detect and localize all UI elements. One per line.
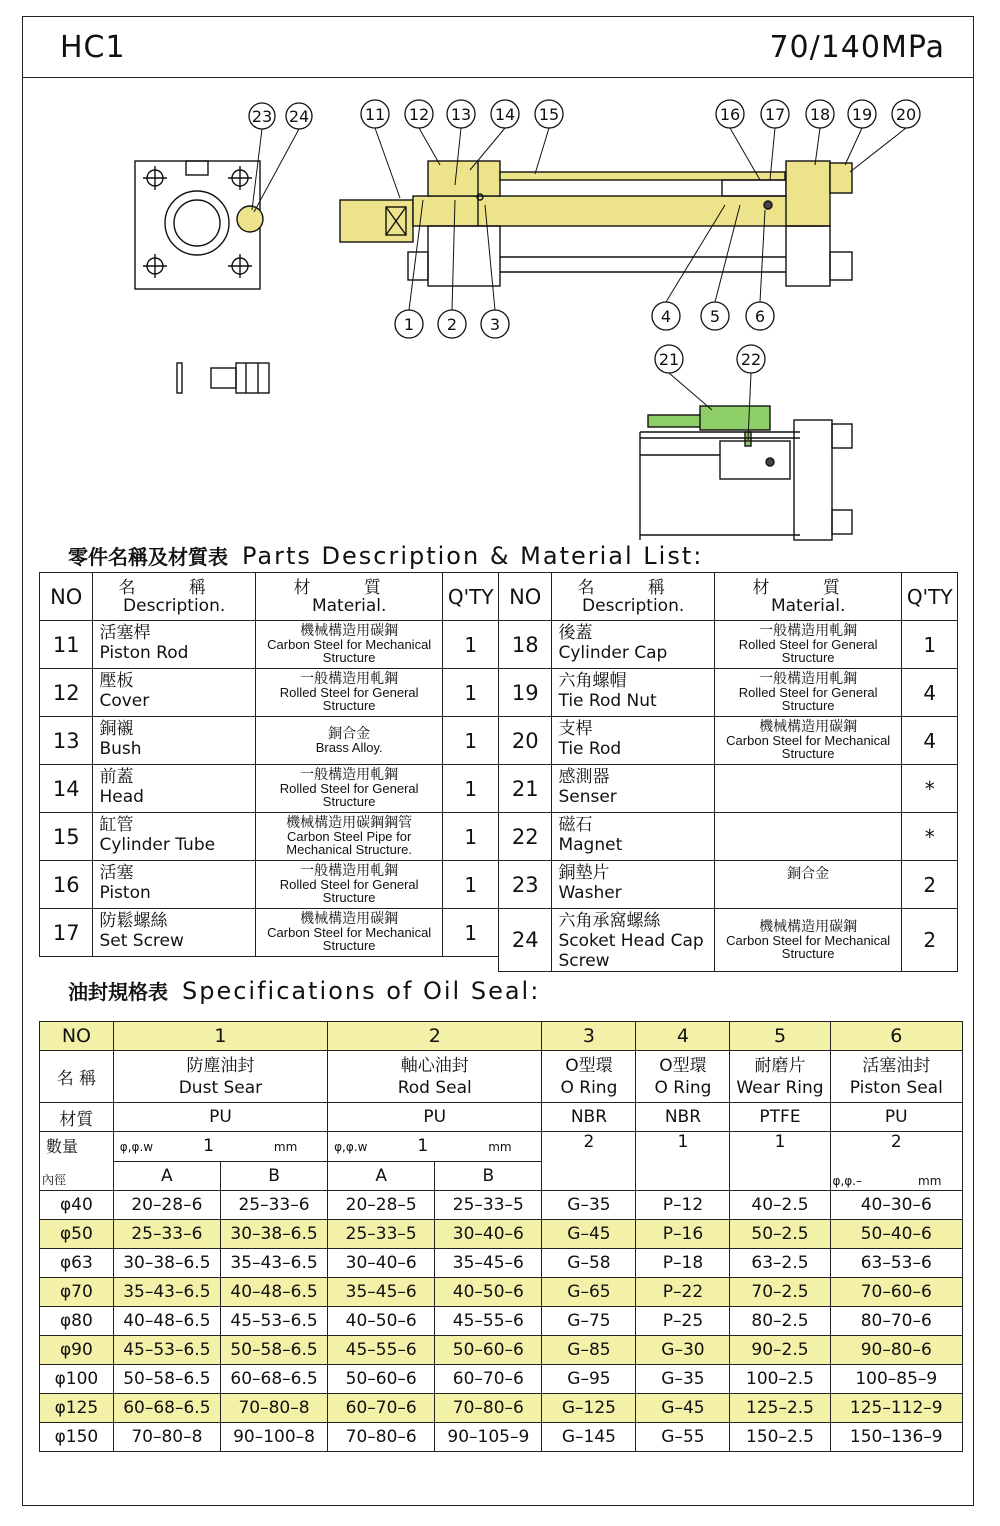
seal-cell-wr: 70–2.5	[730, 1278, 830, 1307]
part-material: 一般構造用軋鋼 Rolled Steel for General Structure	[714, 621, 902, 669]
seal-cell-d1a: 25–33–6	[113, 1220, 220, 1249]
seal-cell-o2: G–35	[636, 1365, 730, 1394]
seal-cell-d1a: 20–28–6	[113, 1191, 220, 1220]
seal-cell-d2b: 40–50–6	[435, 1278, 542, 1307]
part-description: 支桿 Tie Rod	[552, 717, 714, 765]
seal-qty-2: φ,φ.w 1 mm	[328, 1132, 542, 1162]
seal-cell-d1a: 30–38–6.5	[113, 1249, 220, 1278]
col-qty: Q'TY	[443, 573, 499, 621]
svg-text:12: 12	[408, 105, 430, 124]
seal-cell-wr: 150–2.5	[730, 1423, 830, 1452]
part-qty: 1	[443, 861, 499, 909]
seal-col-no: NO	[40, 1022, 114, 1051]
seal-cell-o1: G–45	[542, 1220, 636, 1249]
callout-20	[892, 100, 920, 128]
svg-text:23: 23	[251, 107, 273, 126]
part-no: 19	[499, 669, 552, 717]
seal-sub-b: B	[220, 1161, 327, 1191]
part-no: 13	[40, 717, 93, 765]
svg-text:3: 3	[489, 315, 501, 334]
seal-cell-d1b: 90–100–8	[220, 1423, 327, 1452]
seal-cell-d1b: 35–43–6.5	[220, 1249, 327, 1278]
part-material: 一般構造用軋鋼 Rolled Steel for General Structure	[255, 861, 443, 909]
part-qty: *	[902, 765, 958, 813]
seal-table	[39, 1021, 963, 1452]
svg-text:11: 11	[364, 105, 386, 124]
seal-cell-ps: 80–70–6	[830, 1307, 962, 1336]
seal-cell-d1b: 30–38–6.5	[220, 1220, 327, 1249]
part-qty: 4	[902, 717, 958, 765]
svg-text:24: 24	[288, 107, 310, 126]
part-row	[499, 669, 958, 717]
seal-cell-bore: φ150	[40, 1423, 114, 1452]
seal-material-5: PTFE	[730, 1103, 830, 1132]
part-row	[499, 861, 958, 909]
callout-12	[405, 100, 433, 128]
seal-cell-ps: 40–30–6	[830, 1191, 962, 1220]
svg-text:2: 2	[446, 315, 458, 334]
seal-cell-d1b: 40–48–6.5	[220, 1278, 327, 1307]
callout-15	[535, 100, 563, 128]
part-row	[40, 909, 499, 957]
svg-text:20: 20	[895, 105, 917, 124]
seal-material-3: NBR	[542, 1103, 636, 1132]
seal-name-1: 防塵油封 Dust Sear	[113, 1051, 327, 1103]
part-qty: 1	[443, 813, 499, 861]
seal-material-2: PU	[328, 1103, 542, 1132]
seal-cell-o2: P–18	[636, 1249, 730, 1278]
seal-cell-bore: φ100	[40, 1365, 114, 1394]
part-material: 一般構造用軋鋼 Rolled Steel for General Structure	[255, 765, 443, 813]
part-no: 18	[499, 621, 552, 669]
seal-sub-a: A	[113, 1161, 220, 1191]
part-no: 21	[499, 765, 552, 813]
seal-cell-bore: φ40	[40, 1191, 114, 1220]
seal-cell-d1a: 40–48–6.5	[113, 1307, 220, 1336]
part-description: 壓板 Cover	[93, 669, 255, 717]
seal-cell-ps: 50–40–6	[830, 1220, 962, 1249]
part-description: 銅襯 Bush	[93, 717, 255, 765]
seal-cell-d2a: 25–33–5	[328, 1220, 435, 1249]
part-description: 六角螺帽 Tie Rod Nut	[552, 669, 714, 717]
head-cover	[428, 161, 500, 196]
part-row	[499, 621, 958, 669]
seal-row	[40, 1394, 963, 1423]
part-description: 磁石 Magnet	[552, 813, 714, 861]
seal-row	[40, 1336, 963, 1365]
part-material	[714, 813, 902, 861]
seal-cell-d1b: 60–68–6.5	[220, 1365, 327, 1394]
seal-cell-d1a: 70–80–8	[113, 1423, 220, 1452]
part-material: 一般構造用軋鋼 Rolled Steel for General Structure	[255, 669, 443, 717]
seal-cell-bore: φ70	[40, 1278, 114, 1307]
part-row	[40, 861, 499, 909]
seal-cell-o1: G–75	[542, 1307, 636, 1336]
part-row	[40, 765, 499, 813]
callout-19	[848, 100, 876, 128]
seal-name-label: 名 稱	[40, 1051, 114, 1103]
seal-cell-o1: G–65	[542, 1278, 636, 1307]
col-material: 材 質 Material.	[714, 573, 902, 621]
sensor-body	[700, 406, 770, 430]
seal-cell-d1a: 45–53–6.5	[113, 1336, 220, 1365]
seal-cell-ps: 150–136–9	[830, 1423, 962, 1452]
seal-cell-d1a: 50–58–6.5	[113, 1365, 220, 1394]
part-qty: 4	[902, 669, 958, 717]
seal-cell-o2: G–45	[636, 1394, 730, 1423]
seal-cell-d2b: 35–45–6	[435, 1249, 542, 1278]
seal-cell-o1: G–85	[542, 1336, 636, 1365]
part-material	[714, 765, 902, 813]
seal-cell-d2b: 90–105–9	[435, 1423, 542, 1452]
seal-cell-ps: 63–53–6	[830, 1249, 962, 1278]
callout-11	[361, 100, 389, 128]
seal-row	[40, 1278, 963, 1307]
parts-table-left	[39, 572, 499, 957]
seal-cell-ps: 125–112–9	[830, 1394, 962, 1423]
callout-17	[761, 100, 789, 128]
part-row	[499, 717, 958, 765]
seal-cell-d2a: 50–60–6	[328, 1365, 435, 1394]
part-description: 後蓋 Cylinder Cap	[552, 621, 714, 669]
seal-material-4: NBR	[636, 1103, 730, 1132]
callout-23	[249, 103, 275, 129]
seal-name-5: 耐磨片 Wear Ring	[730, 1051, 830, 1103]
part-qty: 1	[443, 765, 499, 813]
part-material: 機械構造用碳鋼 Carbon Steel for Mechanical Structure	[714, 909, 902, 972]
seal-qty-1: φ,φ.w 1 mm	[113, 1132, 327, 1162]
callout-6	[746, 302, 774, 330]
seal-col-2: 2	[328, 1022, 542, 1051]
seal-cell-d2a: 20–28–5	[328, 1191, 435, 1220]
seal-cell-d2b: 50–60–6	[435, 1336, 542, 1365]
part-row	[40, 717, 499, 765]
seal-cell-wr: 80–2.5	[730, 1307, 830, 1336]
seal-name-4: O型環 O Ring	[636, 1051, 730, 1103]
callout-18	[806, 100, 834, 128]
seal-cell-d2a: 40–50–6	[328, 1307, 435, 1336]
seal-cell-wr: 100–2.5	[730, 1365, 830, 1394]
seal-cell-d1a: 60–68–6.5	[113, 1394, 220, 1423]
seal-cell-wr: 50–2.5	[730, 1220, 830, 1249]
col-description: 名 稱 Description.	[93, 573, 255, 621]
seal-cell-o1: G–58	[542, 1249, 636, 1278]
seal-cell-bore: φ90	[40, 1336, 114, 1365]
seal-cell-d1b: 70–80–8	[220, 1394, 327, 1423]
seal-qty-3: 2	[542, 1132, 636, 1191]
callout-16	[716, 100, 744, 128]
svg-text:18: 18	[809, 105, 831, 124]
seal-cell-d2b: 70–80–6	[435, 1394, 542, 1423]
pressure-rating: 70/140MPa	[769, 30, 945, 65]
svg-text:13: 13	[450, 105, 472, 124]
part-no: 24	[499, 909, 552, 972]
part-no: 22	[499, 813, 552, 861]
part-no: 17	[40, 909, 93, 957]
col-description: 名 稱 Description.	[552, 573, 714, 621]
seal-material-label: 材質	[40, 1103, 114, 1132]
col-qty: Q'TY	[902, 573, 958, 621]
seal-cell-bore: φ80	[40, 1307, 114, 1336]
seal-cell-o1: G–125	[542, 1394, 636, 1423]
part-no: 12	[40, 669, 93, 717]
callout-22	[737, 345, 765, 373]
cylinder-drawing	[0, 0, 1000, 545]
svg-text:6: 6	[754, 307, 766, 326]
seal-row	[40, 1307, 963, 1336]
seal-row	[40, 1249, 963, 1278]
seal-cell-d2a: 30–40–6	[328, 1249, 435, 1278]
svg-text:16: 16	[719, 105, 741, 124]
part-qty: 1	[443, 909, 499, 957]
svg-text:4: 4	[660, 307, 672, 326]
part-qty: 1	[443, 717, 499, 765]
seal-cell-wr: 125–2.5	[730, 1394, 830, 1423]
seal-col-5: 5	[730, 1022, 830, 1051]
seal-cell-d2a: 35–45–6	[328, 1278, 435, 1307]
svg-text:21: 21	[658, 350, 680, 369]
callout-3	[481, 310, 509, 338]
seal-name-6: 活塞油封 Piston Seal	[830, 1051, 962, 1103]
seal-sub-a: A	[328, 1161, 435, 1191]
part-row	[40, 621, 499, 669]
callout-21	[655, 345, 683, 373]
callout-14	[491, 100, 519, 128]
col-no: NO	[499, 573, 552, 621]
parts-table-right	[498, 572, 958, 972]
seal-qty-bore-label: 數量 內徑	[40, 1132, 114, 1191]
seal-cell-o2: G–30	[636, 1336, 730, 1365]
seal-title: 油封規格表 Specifications of Oil Seal:	[68, 977, 541, 1005]
seal-cell-o2: P–12	[636, 1191, 730, 1220]
seal-cell-wr: 90–2.5	[730, 1336, 830, 1365]
part-description: 防鬆螺絲 Set Screw	[93, 909, 255, 957]
part-material: 機械構造用碳鋼 Carbon Steel for Mechanical Structure	[714, 717, 902, 765]
sensor-cable	[648, 415, 708, 427]
seal-material-1: PU	[113, 1103, 327, 1132]
part-description: 感測器 Senser	[552, 765, 714, 813]
part-qty: 2	[902, 861, 958, 909]
seal-cell-d2b: 45–55–6	[435, 1307, 542, 1336]
seal-name-3: O型環 O Ring	[542, 1051, 636, 1103]
part-row	[40, 669, 499, 717]
seal-cell-o1: G–95	[542, 1365, 636, 1394]
part-row	[499, 909, 958, 972]
seal-cell-wr: 63–2.5	[730, 1249, 830, 1278]
svg-text:19: 19	[851, 105, 873, 124]
seal-cell-d1b: 25–33–6	[220, 1191, 327, 1220]
part-qty: *	[902, 813, 958, 861]
part-material: 機械構造用碳鋼 Carbon Steel for Mechanical Structure	[255, 909, 443, 957]
seal-cell-ps: 70–60–6	[830, 1278, 962, 1307]
part-material: 銅合金	[714, 861, 902, 909]
seal-cell-d2a: 60–70–6	[328, 1394, 435, 1423]
callout-24	[286, 103, 312, 129]
seal-material-6: PU	[830, 1103, 962, 1132]
seal-cell-o2: P–16	[636, 1220, 730, 1249]
seal-cell-d2b: 25–33–5	[435, 1191, 542, 1220]
part-no: 20	[499, 717, 552, 765]
part-no: 14	[40, 765, 93, 813]
part-material: 銅合金 Brass Alloy.	[255, 717, 443, 765]
part-row	[499, 813, 958, 861]
part-no: 23	[499, 861, 552, 909]
seal-cell-wr: 40–2.5	[730, 1191, 830, 1220]
seal-cell-bore: φ63	[40, 1249, 114, 1278]
seal-sub-b: B	[435, 1161, 542, 1191]
seal-row	[40, 1423, 963, 1452]
seal-cell-o1: G–35	[542, 1191, 636, 1220]
seal-col-3: 3	[542, 1022, 636, 1051]
part-description: 活塞桿 Piston Rod	[93, 621, 255, 669]
seal-qty-4: 1	[636, 1132, 730, 1191]
part-row	[40, 813, 499, 861]
part-material: 機械構造用碳鋼鋼管 Carbon Steel Pipe for Mechanical Structure.	[255, 813, 443, 861]
callout-13	[447, 100, 475, 128]
seal-cell-ps: 90–80–6	[830, 1336, 962, 1365]
seal-cell-d2b: 30–40–6	[435, 1220, 542, 1249]
seal-cell-d2b: 60–70–6	[435, 1365, 542, 1394]
seal-cell-d1a: 35–43–6.5	[113, 1278, 220, 1307]
callout-4	[652, 302, 680, 330]
part-row	[499, 765, 958, 813]
seal-cell-o2: P–22	[636, 1278, 730, 1307]
col-no: NO	[40, 573, 93, 621]
seal-row	[40, 1220, 963, 1249]
part-qty: 1	[443, 621, 499, 669]
seal-cell-d1b: 45–53–6.5	[220, 1307, 327, 1336]
seal-row	[40, 1365, 963, 1394]
seal-cell-o2: P–25	[636, 1307, 730, 1336]
seal-col-1: 1	[113, 1022, 327, 1051]
part-description: 六角承窩螺絲 Scoket Head Cap Screw	[552, 909, 714, 972]
seal-col-4: 4	[636, 1022, 730, 1051]
cylinder-cap	[786, 161, 830, 226]
seal-col-6: 6	[830, 1022, 962, 1051]
callout-1	[395, 310, 423, 338]
part-no: 16	[40, 861, 93, 909]
callout-5	[701, 302, 729, 330]
svg-text:15: 15	[538, 105, 560, 124]
seal-cell-d2a: 70–80–6	[328, 1423, 435, 1452]
seal-cell-bore: φ125	[40, 1394, 114, 1423]
col-material: 材 質 Material.	[255, 573, 443, 621]
part-material: 一般構造用軋鋼 Rolled Steel for General Structure	[714, 669, 902, 717]
seal-qty-6: 2 φ,φ.– mm	[830, 1132, 962, 1191]
svg-text:1: 1	[403, 315, 415, 334]
part-no: 15	[40, 813, 93, 861]
seal-cell-o1: G–145	[542, 1423, 636, 1452]
svg-text:5: 5	[709, 307, 721, 326]
callout-2	[438, 310, 466, 338]
part-qty: 1	[443, 669, 499, 717]
part-material: 機械構造用碳鋼 Carbon Steel for Mechanical Structure	[255, 621, 443, 669]
svg-text:22: 22	[740, 350, 762, 369]
part-description: 銅墊片 Washer	[552, 861, 714, 909]
part-description: 前蓋 Head	[93, 765, 255, 813]
seal-cell-bore: φ50	[40, 1220, 114, 1249]
seal-cell-d2a: 45–55–6	[328, 1336, 435, 1365]
model-code: HC1	[60, 30, 126, 65]
cylinder-tube	[500, 172, 785, 180]
piston-rod	[413, 196, 823, 226]
seal-cell-d1b: 50–58–6.5	[220, 1336, 327, 1365]
part-description: 活塞 Piston	[93, 861, 255, 909]
seal-row	[40, 1191, 963, 1220]
part-description: 缸管 Cylinder Tube	[93, 813, 255, 861]
svg-text:14: 14	[494, 105, 516, 124]
parts-title: 零件名稱及材質表 Parts Description & Material List:	[68, 542, 704, 570]
part-qty: 1	[902, 621, 958, 669]
seal-name-2: 軸心油封 Rod Seal	[328, 1051, 542, 1103]
svg-text:17: 17	[764, 105, 786, 124]
seal-cell-o2: G–55	[636, 1423, 730, 1452]
seal-qty-5: 1	[730, 1132, 830, 1191]
part-no: 11	[40, 621, 93, 669]
seal-cell-ps: 100–85–9	[830, 1365, 962, 1394]
part-qty: 2	[902, 909, 958, 972]
